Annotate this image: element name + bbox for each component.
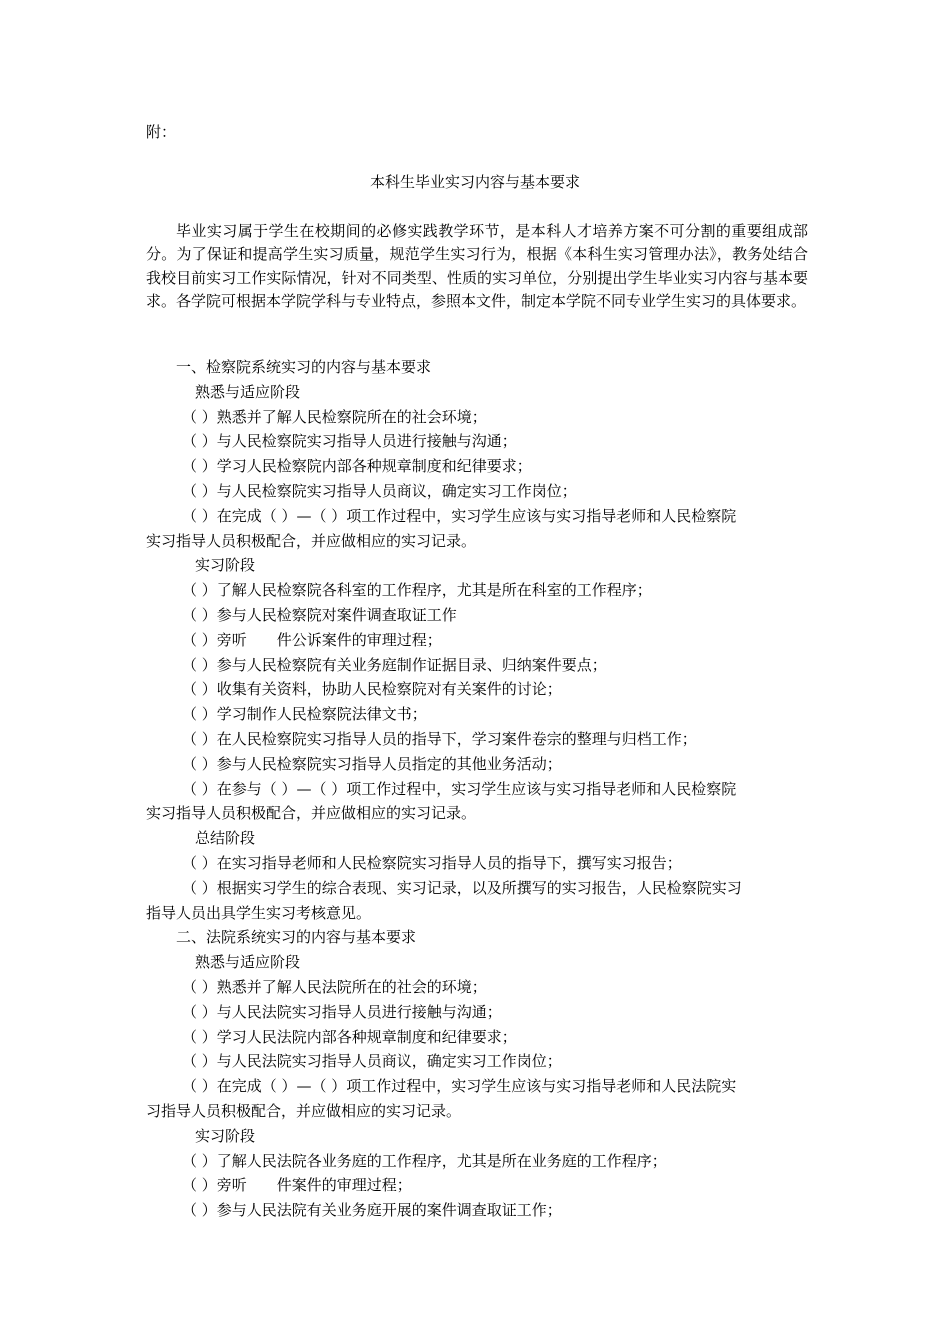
list-item: （ ）学习人民检察院内部各种规章制度和纪律要求； bbox=[182, 457, 532, 476]
list-item: （ ）学习人民法院内部各种规章制度和纪律要求； bbox=[182, 1027, 517, 1046]
attachment-label: 附： bbox=[146, 123, 177, 141]
intro-paragraph: 毕业实习属于学生在校期间的必修实践教学环节，是本科人才培养方案不可分割的重要组成部分。为了保证和提高学生实习质量，规范学生实习行为，根据《本科生实习管理办法》，教务处结合我校目前实习工作实际情况，针对不同类型、性质的实习单位，分别提出学生毕业实习内容与基本要求。各学院可根据本学院学科与专业特点，参照本文件，制定本学院不同专业学生实习的具体要求。 bbox=[146, 222, 808, 311]
list-item-continuation: 实习指导人员积极配合，并应做相应的实习记录。 bbox=[146, 531, 477, 550]
list-item: （ ）在参与（ ）—（ ）项工作过程中，实习学生应该与实习指导老师和人民检察院 bbox=[182, 779, 737, 798]
list-item: （ ）在实习指导老师和人民检察院实习指导人员的指导下，撰写实习报告； bbox=[182, 853, 682, 872]
list-item: （ ）收集有关资料，协助人民检察院对有关案件的讨论； bbox=[182, 680, 562, 699]
list-item-continuation: 指导人员出具学生实习考核意见。 bbox=[146, 903, 372, 922]
list-item: （ ）在完成（ ）—（ ）项工作过程中，实习学生应该与实习指导老师和人民检察院 bbox=[182, 506, 737, 525]
document-body bbox=[146, 355, 808, 1223]
list-item: （ ）与人民检察院实习指导人员进行接触与沟通； bbox=[182, 432, 517, 451]
stage-heading: 熟悉与适应阶段 bbox=[195, 953, 301, 972]
section-heading: 二、法院系统实习的内容与基本要求 bbox=[176, 928, 417, 947]
list-item: （ ）参与人民检察院实习指导人员指定的其他业务活动； bbox=[182, 754, 562, 773]
stage-heading: 总结阶段 bbox=[195, 829, 256, 848]
list-item: （ ）在完成（ ）—（ ）项工作过程中，实习学生应该与实习指导老师和人民法院实 bbox=[182, 1077, 737, 1096]
list-item: （ ）旁听 件公诉案件的审理过程； bbox=[182, 630, 442, 649]
section-heading: 一、检察院系统实习的内容与基本要求 bbox=[176, 358, 432, 376]
list-item: （ ）学习制作人民检察院法律文书； bbox=[182, 705, 427, 724]
stage-heading: 实习阶段 bbox=[195, 556, 256, 575]
list-item: （ ）熟悉并了解人民检察院所在的社会环境； bbox=[182, 407, 487, 426]
list-item: （ ）根据实习学生的综合表现、实习记录，以及所撰写的实习报告，人民检察院实习 bbox=[182, 878, 742, 897]
list-item: （ ）参与人民法院有关业务庭开展的案件调查取证工作； bbox=[182, 1201, 562, 1220]
list-item-continuation: 实习指导人员积极配合，并应做相应的实习记录。 bbox=[146, 804, 477, 823]
list-item: （ ）了解人民法院各业务庭的工作程序，尤其是所在业务庭的工作程序； bbox=[182, 1151, 667, 1170]
stage-heading: 实习阶段 bbox=[195, 1126, 256, 1145]
list-item: （ ）与人民检察院实习指导人员商议，确定实习工作岗位； bbox=[182, 481, 577, 500]
list-item: （ ）与人民法院实习指导人员商议，确定实习工作岗位； bbox=[182, 1052, 562, 1071]
list-item: （ ）了解人民检察院各科室的工作程序，尤其是所在科室的工作程序； bbox=[182, 581, 652, 600]
list-item-continuation: 习指导人员积极配合，并应做相应的实习记录。 bbox=[146, 1101, 462, 1120]
list-item: （ ）熟悉并了解人民法院所在的社会的环境； bbox=[182, 977, 487, 996]
list-item: （ ）在人民检察院实习指导人员的指导下，学习案件卷宗的整理与归档工作； bbox=[182, 729, 697, 748]
document-title: 本科生毕业实习内容与基本要求 bbox=[369, 173, 580, 191]
list-item: （ ）与人民法院实习指导人员进行接触与沟通； bbox=[182, 1002, 502, 1021]
list-item: （ ）参与人民检察院对案件调查取证工作 bbox=[182, 605, 457, 624]
list-item: （ ）旁听 件案件的审理过程； bbox=[182, 1176, 412, 1195]
list-item: （ ）参与人民检察院有关业务庭制作证据目录、归纳案件要点； bbox=[182, 655, 607, 674]
stage-heading: 熟悉与适应阶段 bbox=[195, 382, 301, 401]
